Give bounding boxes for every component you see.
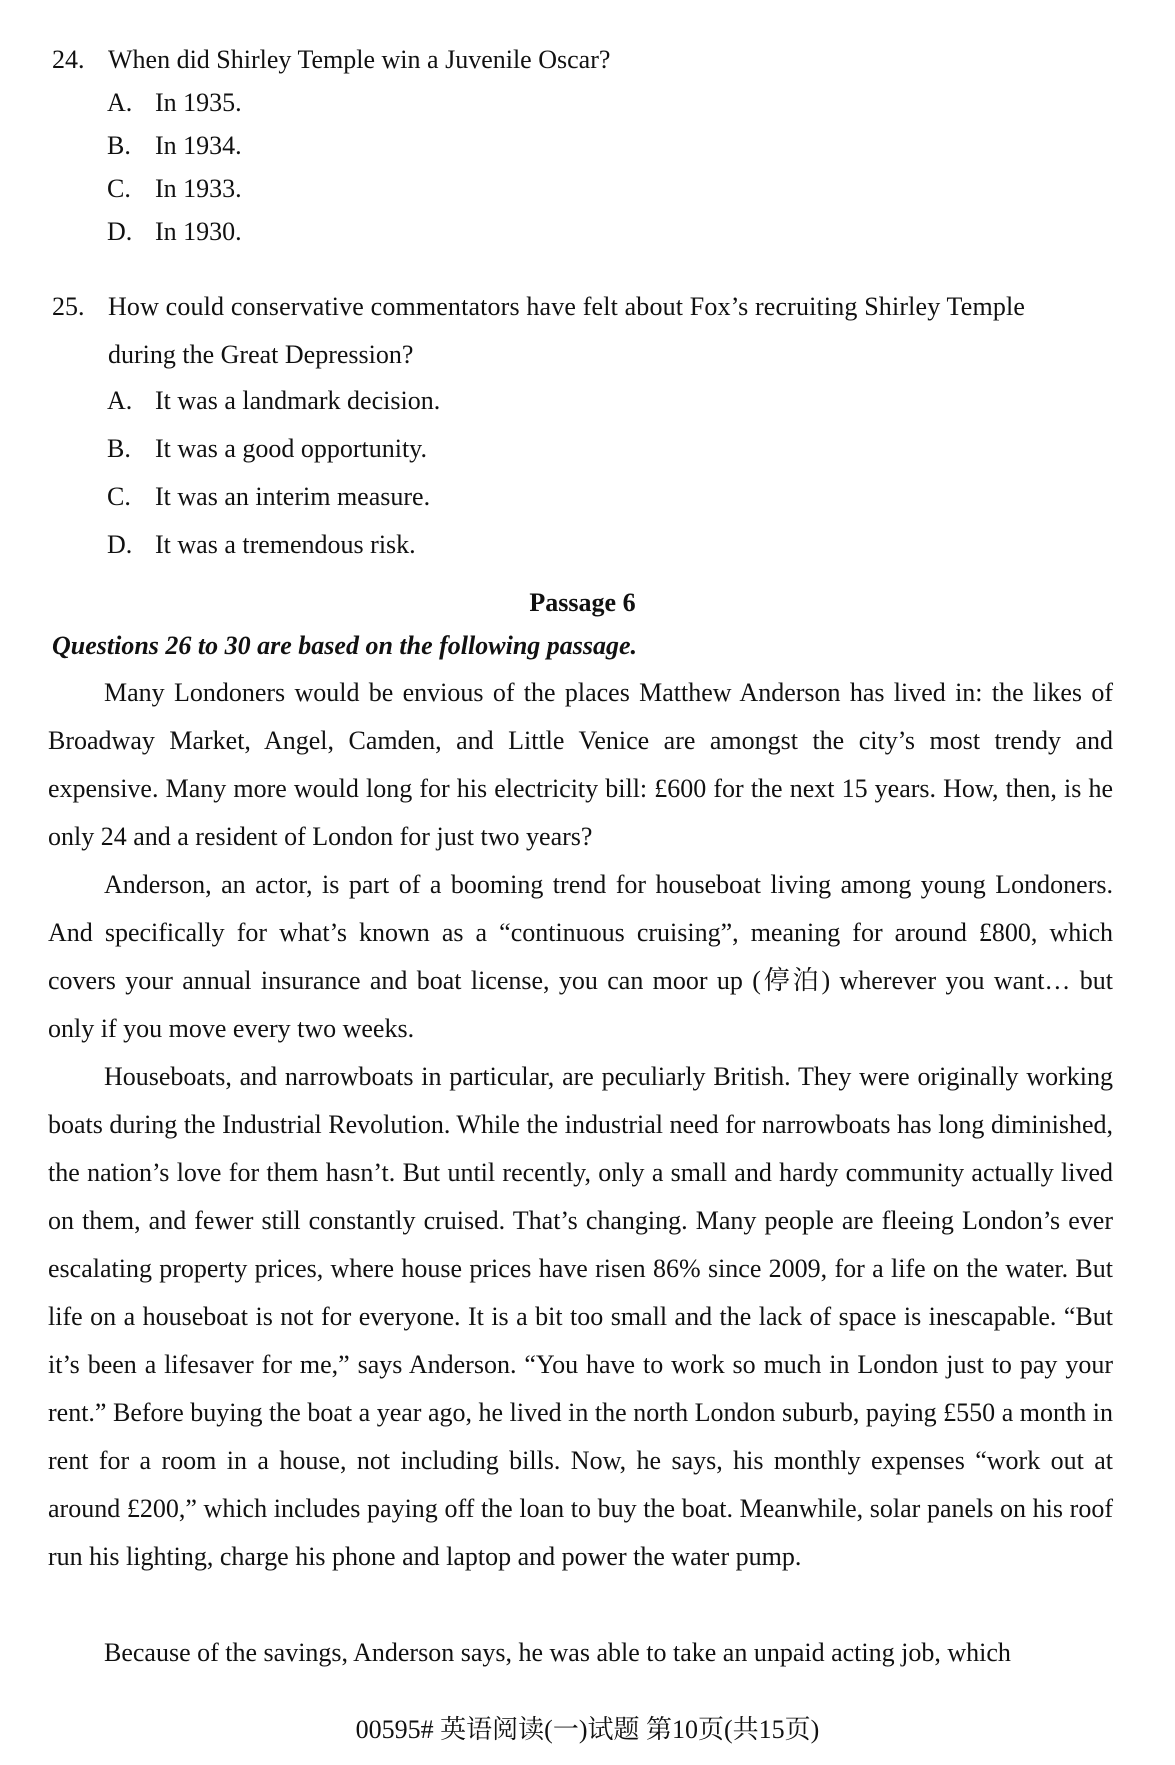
question-number: 25. <box>52 292 85 321</box>
option-text: It was a good opportunity. <box>155 434 427 463</box>
option-letter: A. <box>107 386 133 415</box>
option-24-a <box>107 79 242 127</box>
question-stem: When did Shirley Temple win a Juvenile Oscar? <box>108 45 611 74</box>
passage-title: Passage 6 <box>529 588 636 617</box>
option-letter: C. <box>107 482 131 511</box>
option-text: It was a landmark decision. <box>155 386 441 415</box>
passage-paragraph-1: Many Londoners would be envious of the places Matthew Anderson has lived in: the likes of Broadway Market, Angel, Camden, and Little Venice are amongst the city’s most trendy and expensive. Many more would long for his electricity bill: £600 for the next 15 years. How, then, is he only 24 and a resident of London for just two years? <box>48 678 1113 851</box>
option-text: In 1934. <box>155 131 242 160</box>
question-stem-line-2: during the Great Depression? <box>108 340 414 369</box>
option-text: In 1935. <box>155 88 242 117</box>
question-25-continued <box>108 331 413 379</box>
option-letter: D. <box>107 217 133 246</box>
option-text: In 1930. <box>155 217 242 246</box>
passage-paragraph-4: Because of the savings, Anderson says, he was able to take an unpaid acting job, which <box>104 1638 1011 1667</box>
passage-paragraph-3: Houseboats, and narrowboats in particular, are peculiarly British. They were originally working boats during the Industrial Revolution. While the industrial need for narrowboats has long diminished, the nation’s love for them hasn’t. But until recently, only a small and hardy community actually lived on them, and fewer still constantly cruised. That’s changing. Many people are fleeing London’s ever escalating property prices, where house prices have risen 86% since 2009, for a life on the water. But life on a houseboat is not for everyone. It is a bit too small and the lack of space is inescapable. “But it’s been a lifesaver for me,” says Anderson. “You have to work so much in London just to pay your rent.” Before buying the boat a year ago, he lived in the north London suburb, paying £550 a month in rent for a room in a house, not including bills. Now, he says, his monthly expenses “work out at around £200,” which includes paying off the loan to buy the boat. Meanwhile, solar panels on his roof run his lighting, charge his phone and laptop and power the water pump. <box>48 1062 1113 1571</box>
question-number: 24. <box>52 45 85 74</box>
option-text: It was a tremendous risk. <box>155 530 416 559</box>
passage-paragraph-2: Anderson, an actor, is part of a booming trend for houseboat living among young Londoners. And specifically for what’s known as a “continuous cruising”, meaning for around £800, which covers your annual insurance and boat license, you can moor up (停泊) wherever you want… but only if you move every two weeks. <box>48 870 1113 1043</box>
option-24-b <box>107 122 242 170</box>
option-24-c <box>107 165 242 213</box>
option-letter: B. <box>107 131 131 160</box>
option-letter: A. <box>107 88 133 117</box>
option-25-d <box>107 521 416 569</box>
page-footer: 00595# 英语阅读(一)试题 第10页(共15页) <box>355 1715 820 1744</box>
option-letter: B. <box>107 434 131 463</box>
option-25-c <box>107 473 430 521</box>
option-25-b <box>107 425 427 473</box>
option-text: It was an interim measure. <box>155 482 431 511</box>
question-25 <box>52 283 1025 331</box>
option-24-d <box>107 208 242 256</box>
option-25-a <box>107 377 440 425</box>
question-24 <box>52 36 610 84</box>
option-letter: C. <box>107 174 131 203</box>
question-stem-line-1: How could conservative commentators have felt about Fox’s recruiting Shirley Temple <box>108 292 1026 321</box>
option-text: In 1933. <box>155 174 242 203</box>
option-letter: D. <box>107 530 133 559</box>
passage-instruction: Questions 26 to 30 are based on the following passage. <box>52 631 638 660</box>
